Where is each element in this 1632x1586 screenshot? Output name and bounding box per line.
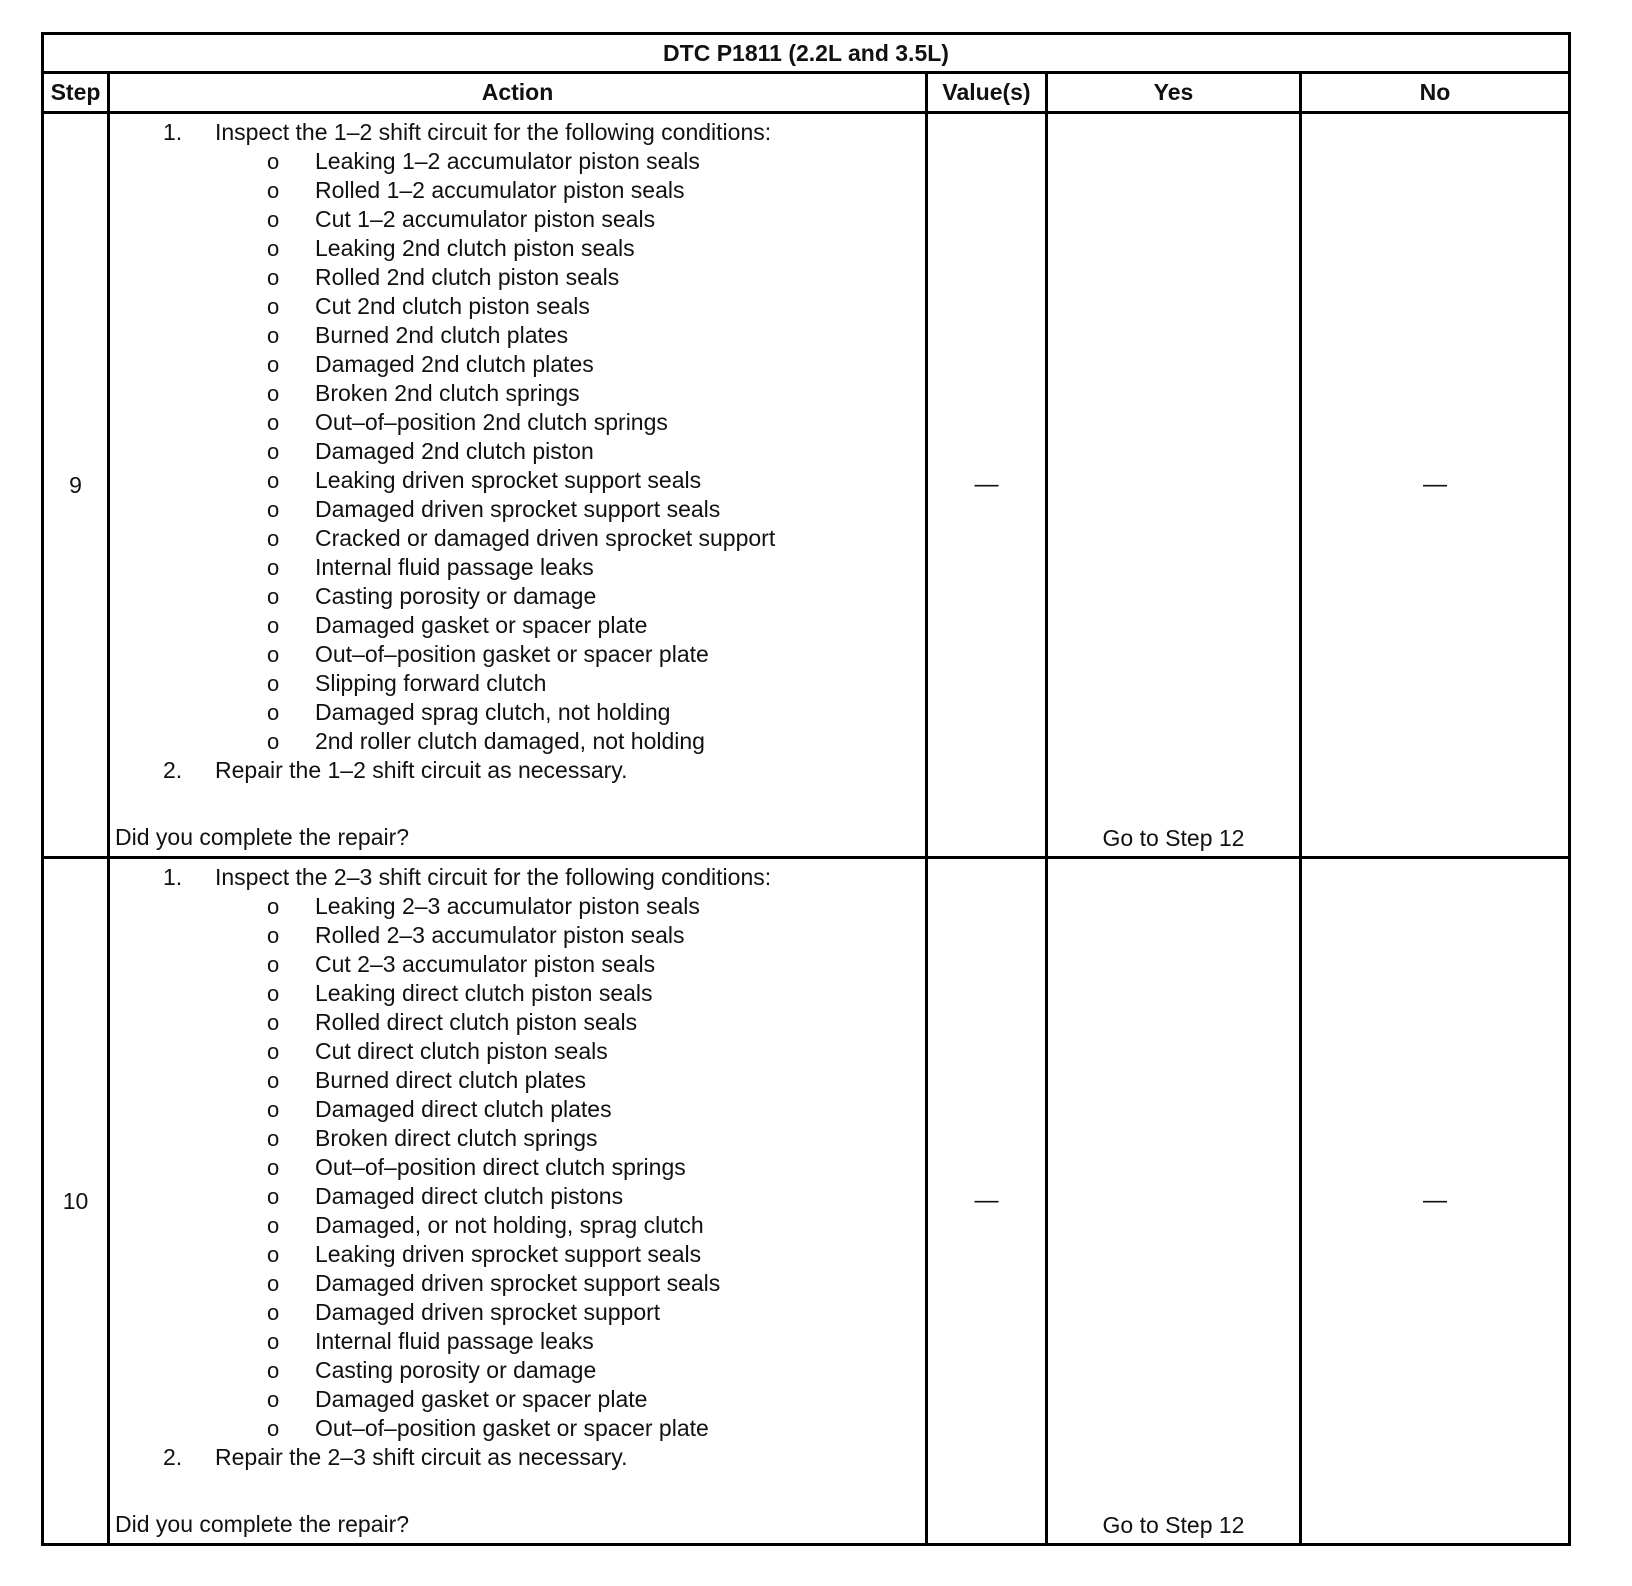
no-cell: — [1301,858,1570,1545]
condition-text: Burned direct clutch plates [315,1067,587,1093]
repair-text: Repair the 1–2 shift circuit as necessary. [215,757,628,783]
condition-text: Leaking direct clutch piston seals [315,980,653,1006]
bullet-icon: o [267,1039,280,1064]
table-row-step-9 [43,113,1570,858]
question-text: Did you complete the repair? [115,1511,410,1537]
condition-item [115,669,925,698]
repair-line [115,1443,925,1472]
header-step: Step [43,73,109,113]
header-action: Action [109,73,927,113]
step-number: 10 [43,858,109,1545]
bullet-icon: o [267,468,280,493]
condition-text: Broken 2nd clutch springs [315,380,580,406]
bullet-icon: o [267,352,280,377]
condition-text: Leaking driven sprocket support seals [315,467,702,493]
condition-text: Slipping forward clutch [315,670,547,696]
bullet-icon: o [267,671,280,696]
condition-text: Out–of–position 2nd clutch springs [315,409,668,435]
condition-text: Rolled 1–2 accumulator piston seals [315,177,685,203]
spacer [115,785,925,823]
bullet-icon: o [267,1242,280,1267]
condition-item [115,727,925,756]
header-row [43,73,1570,113]
condition-item [115,921,925,950]
header-no: No [1301,73,1570,113]
bullet-icon: o [267,923,280,948]
condition-item [115,640,925,669]
condition-text: Damaged gasket or spacer plate [315,1386,648,1412]
condition-text: Rolled direct clutch piston seals [315,1009,638,1035]
condition-item [115,979,925,1008]
condition-item [115,1066,925,1095]
bullet-icon: o [267,323,280,348]
action-cell [109,858,927,1545]
condition-item [115,1240,925,1269]
condition-text: Rolled 2nd clutch piston seals [315,264,620,290]
value-cell: — [927,113,1047,858]
condition-text: Out–of–position direct clutch springs [315,1154,686,1180]
list-number: 2. [163,757,183,783]
bullet-icon: o [267,700,280,725]
condition-item [115,466,925,495]
bullet-icon: o [267,1271,280,1296]
bullet-icon: o [267,1184,280,1209]
condition-text: Out–of–position gasket or spacer plate [315,1415,709,1441]
list-number: 1. [163,864,183,890]
table-row-step-10 [43,858,1570,1545]
condition-item [115,1211,925,1240]
condition-item [115,553,925,582]
condition-item [115,292,925,321]
bullet-icon: o [267,555,280,580]
bullet-icon: o [267,952,280,977]
bullet-icon: o [267,526,280,551]
yes-cell: Go to Step 12 [1047,113,1301,858]
condition-item [115,263,925,292]
diagnostic-table [41,32,1571,1546]
header-yes: Yes [1047,73,1301,113]
condition-item [115,698,925,727]
bullet-icon: o [267,1213,280,1238]
condition-item [115,1037,925,1066]
condition-item [115,350,925,379]
bullet-icon: o [267,381,280,406]
bullet-icon: o [267,1155,280,1180]
condition-item [115,1008,925,1037]
inspect-line [115,118,925,147]
condition-text: Internal fluid passage leaks [315,554,594,580]
condition-item [115,205,925,234]
condition-item [115,495,925,524]
bullet-icon: o [267,178,280,203]
bullet-icon: o [267,1358,280,1383]
diagnostic-table-container [41,32,1568,1546]
condition-item [115,1356,925,1385]
condition-text: Damaged driven sprocket support seals [315,1270,721,1296]
condition-text: Casting porosity or damage [315,583,597,609]
condition-item [115,1153,925,1182]
no-cell: — [1301,113,1570,858]
condition-item [115,1298,925,1327]
bullet-icon: o [267,981,280,1006]
condition-item [115,1182,925,1211]
bullet-icon: o [267,642,280,667]
inspect-text: Inspect the 1–2 shift circuit for the following conditions: [215,119,772,145]
inspect-line [115,863,925,892]
condition-text: Damaged gasket or spacer plate [315,612,648,638]
inspect-text: Inspect the 2–3 shift circuit for the following conditions: [215,864,772,890]
bullet-icon: o [267,207,280,232]
list-number: 2. [163,1444,183,1470]
repair-line [115,756,925,785]
bullet-icon: o [267,1416,280,1441]
condition-text: Leaking 1–2 accumulator piston seals [315,148,700,174]
bullet-icon: o [267,1126,280,1151]
bullet-icon: o [267,1300,280,1325]
bullet-icon: o [267,265,280,290]
bullet-icon: o [267,410,280,435]
condition-text: Leaking driven sprocket support seals [315,1241,702,1267]
condition-item [115,1124,925,1153]
condition-text: Internal fluid passage leaks [315,1328,594,1354]
condition-item [115,950,925,979]
value-cell: — [927,858,1047,1545]
bullet-icon: o [267,497,280,522]
spacer [115,1472,925,1510]
condition-text: Cut 2–3 accumulator piston seals [315,951,656,977]
condition-item [115,408,925,437]
condition-item [115,379,925,408]
condition-text: Cut 1–2 accumulator piston seals [315,206,656,232]
condition-item [115,524,925,553]
condition-list [115,892,925,1443]
condition-item [115,1269,925,1298]
bullet-icon: o [267,729,280,754]
table-title: DTC P1811 (2.2L and 3.5L) [43,34,1570,73]
bullet-icon: o [267,613,280,638]
condition-item [115,611,925,640]
bullet-icon: o [267,1068,280,1093]
condition-text: Leaking 2–3 accumulator piston seals [315,893,700,919]
condition-text: Burned 2nd clutch plates [315,322,569,348]
action-cell [109,113,927,858]
condition-text: Broken direct clutch springs [315,1125,598,1151]
table-title-row [43,34,1570,73]
condition-text: Damaged direct clutch pistons [315,1183,624,1209]
condition-item [115,234,925,263]
condition-list [115,147,925,756]
condition-item [115,1385,925,1414]
bullet-icon: o [267,894,280,919]
condition-item [115,1095,925,1124]
condition-text: Damaged 2nd clutch piston [315,438,594,464]
condition-text: Out–of–position gasket or spacer plate [315,641,709,667]
condition-item [115,892,925,921]
yes-cell: Go to Step 12 [1047,858,1301,1545]
condition-item [115,321,925,350]
bullet-icon: o [267,149,280,174]
condition-text: Damaged driven sprocket support seals [315,496,721,522]
step-number: 9 [43,113,109,858]
condition-item [115,1327,925,1356]
condition-item [115,437,925,466]
bullet-icon: o [267,236,280,261]
condition-item [115,176,925,205]
list-number: 1. [163,119,183,145]
question-text: Did you complete the repair? [115,824,410,850]
bullet-icon: o [267,1097,280,1122]
condition-text: Cut 2nd clutch piston seals [315,293,590,319]
condition-text: Damaged, or not holding, sprag clutch [315,1212,704,1238]
condition-text: Damaged sprag clutch, not holding [315,699,671,725]
bullet-icon: o [267,439,280,464]
condition-text: Cracked or damaged driven sprocket support [315,525,776,551]
condition-item [115,147,925,176]
condition-item [115,582,925,611]
condition-text: Cut direct clutch piston seals [315,1038,608,1064]
condition-text: 2nd roller clutch damaged, not holding [315,728,705,754]
condition-text: Damaged driven sprocket support [315,1299,661,1325]
bullet-icon: o [267,294,280,319]
condition-text: Damaged 2nd clutch plates [315,351,594,377]
condition-item [115,1414,925,1443]
condition-text: Rolled 2–3 accumulator piston seals [315,922,685,948]
bullet-icon: o [267,1010,280,1035]
header-values: Value(s) [927,73,1047,113]
bullet-icon: o [267,1329,280,1354]
condition-text: Damaged direct clutch plates [315,1096,612,1122]
bullet-icon: o [267,584,280,609]
condition-text: Leaking 2nd clutch piston seals [315,235,635,261]
condition-text: Casting porosity or damage [315,1357,597,1383]
bullet-icon: o [267,1387,280,1412]
repair-text: Repair the 2–3 shift circuit as necessary. [215,1444,628,1470]
